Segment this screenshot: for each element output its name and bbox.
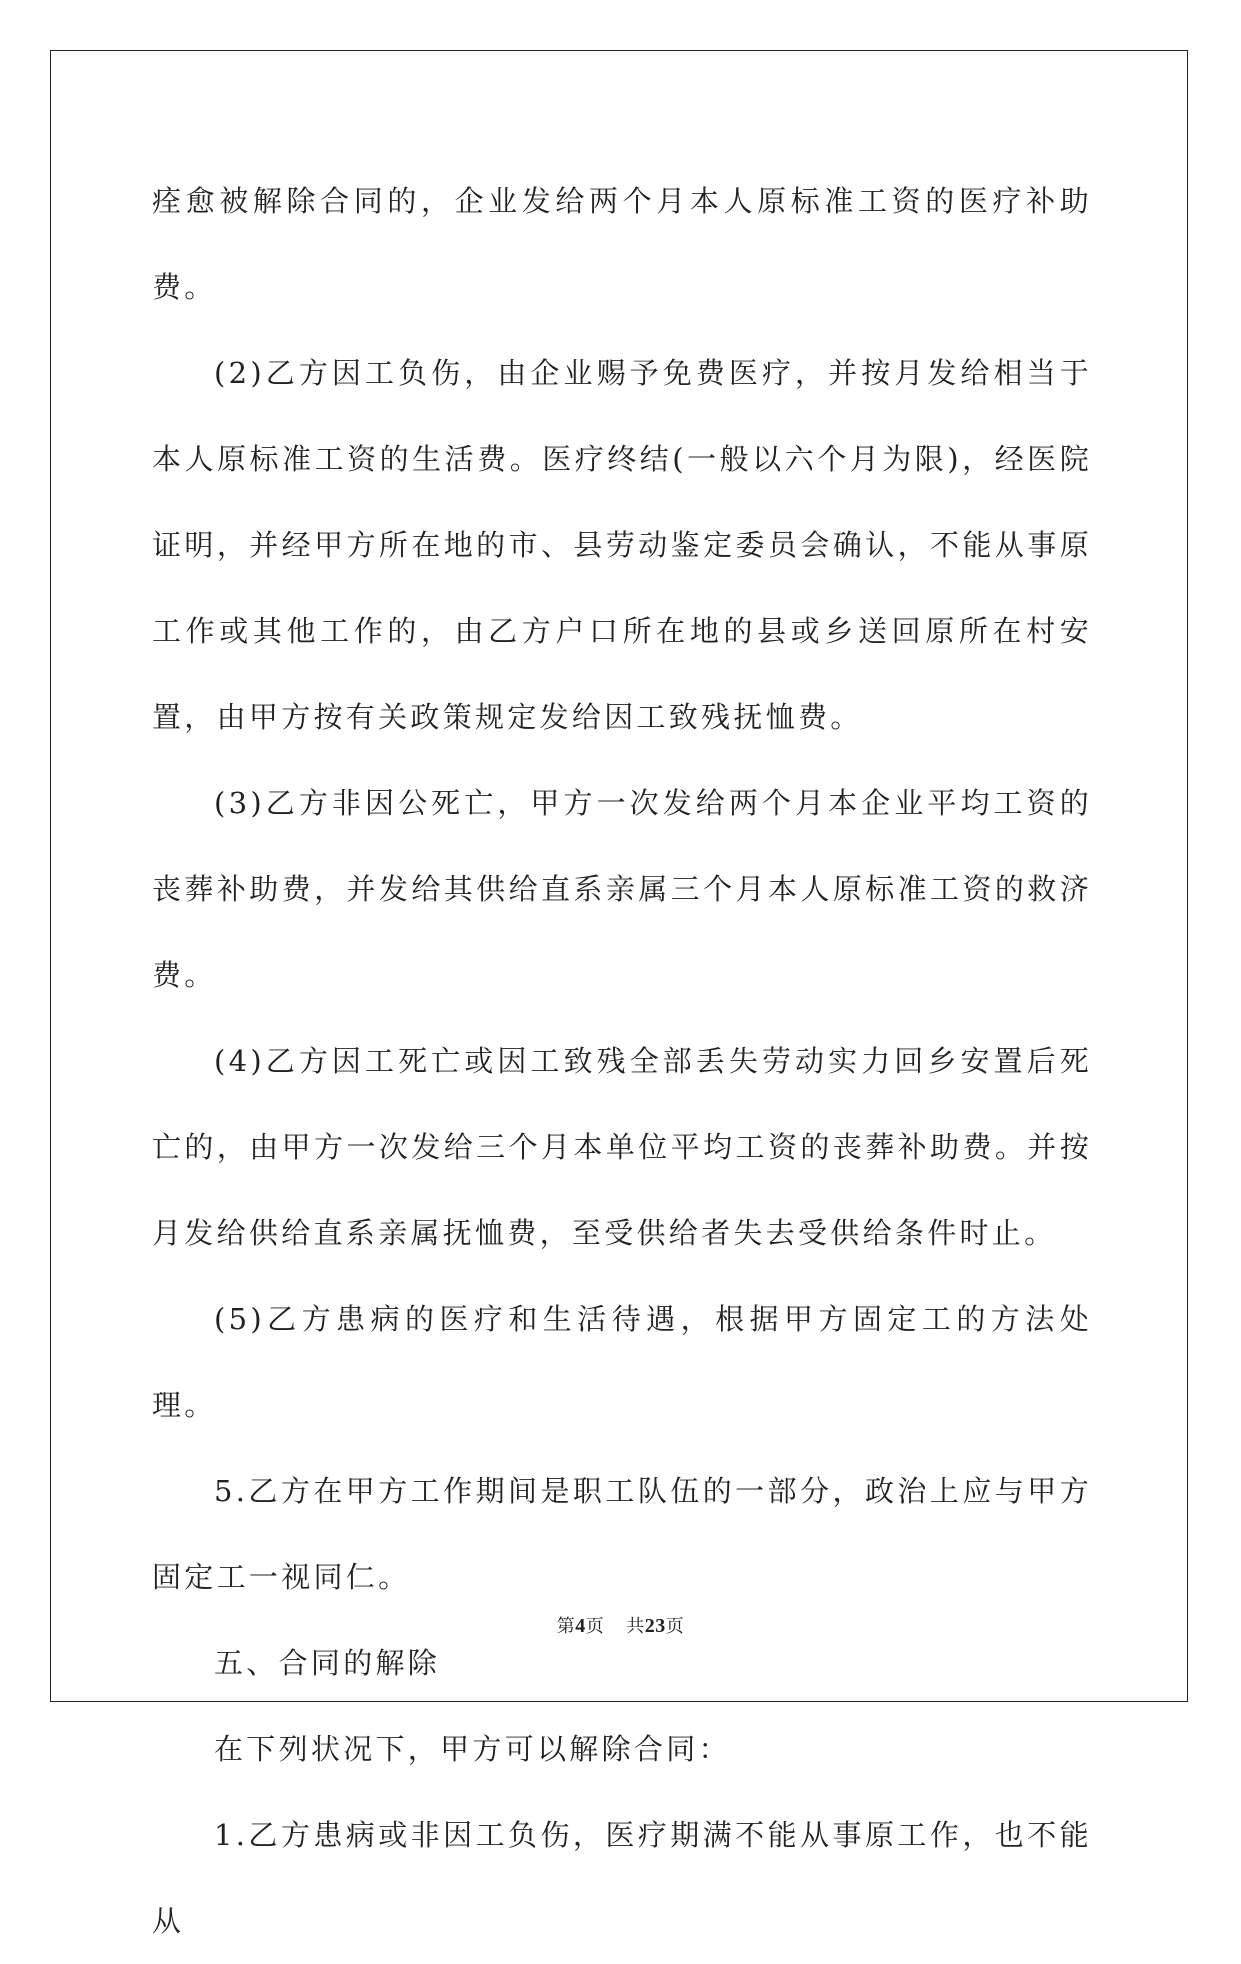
paragraph-8: 在下列状况下，甲方可以解除合同： bbox=[214, 1732, 731, 1766]
total-pages: 23 bbox=[644, 1615, 666, 1637]
total-suffix: 页 bbox=[665, 1616, 685, 1637]
page-footer bbox=[0, 1612, 1241, 1638]
paragraph-2: (2)乙方因工负伤，由企业赐予免费医疗，并按月发给相当于本人原标准工资的生活费。医疗终结(一般以六个月为限)，经医院证明，并经甲方所在地的市、县劳动鉴定委员会确认，不能从事原工作或其他工作的，由乙方户口所在地的县或乡送回原所在村安置，由甲方按有关政策规定发给因工致残抚恤费。 bbox=[152, 356, 1092, 734]
paragraph-9: 1.乙方患病或非因工负伤，医疗期满不能从事原工作，也不能从 bbox=[152, 1818, 1092, 1938]
section-heading: 五、合同的解除 bbox=[214, 1646, 441, 1680]
paragraph-4: (4)乙方因工死亡或因工致残全部丢失劳动实力回乡安置后死亡的，由甲方一次发给三个月本单位平均工资的丧葬补助费。并按月发给供给直系亲属抚恤费，至受供给者失去受供给条件时止。 bbox=[152, 1044, 1092, 1250]
page-prefix: 第 bbox=[556, 1616, 576, 1637]
total-prefix: 共 bbox=[626, 1616, 645, 1637]
page-suffix: 页 bbox=[585, 1616, 605, 1637]
page-number: 4 bbox=[575, 1615, 586, 1637]
paragraph-5: (5)乙方患病的医疗和生活待遇，根据甲方固定工的方法处理。 bbox=[152, 1302, 1092, 1422]
paragraph-6: 5.乙方在甲方工作期间是职工队伍的一部分，政治上应与甲方固定工一视同仁。 bbox=[152, 1474, 1092, 1594]
paragraph-3: (3)乙方非因公死亡，甲方一次发给两个月本企业平均工资的丧葬补助费，并发给其供给直系亲属三个月本人原标准工资的救济费。 bbox=[152, 786, 1092, 992]
paragraph-1: 痊愈被解除合同的，企业发给两个月本人原标准工资的医疗补助费。 bbox=[152, 184, 1092, 304]
document-body bbox=[152, 158, 1092, 1964]
